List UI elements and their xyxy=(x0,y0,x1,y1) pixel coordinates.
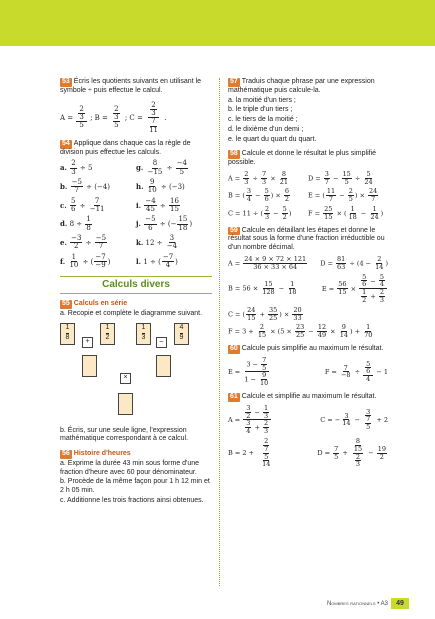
exercise-53-expressions: A = $\frac{\frac{2}{3}}{5}$ ; B = $\frac{2}{\frac{3}{5}}$ ; C = $\frac{\frac{2}{3}}{\frac{7}{11}}$ . xyxy=(60,100,167,134)
exercise-54 xyxy=(60,140,212,270)
exercise-56-part-c: c. Additionne les trois fractions ainsi obtenues. xyxy=(60,496,204,504)
exercise-57 xyxy=(228,78,388,144)
calculation-diagram xyxy=(60,323,212,423)
exercise-53 xyxy=(60,78,212,134)
exercise-instruction: Traduis chaque phrase par une expression mathématique puis calcule-la. xyxy=(228,78,375,94)
exercise-61 xyxy=(228,393,388,468)
fraction-box: 1 8 xyxy=(60,323,75,345)
top-color-band xyxy=(0,0,435,46)
list-item: d. le dixième d'un demi ; xyxy=(228,125,304,133)
exercise-title: Calculs en série xyxy=(73,300,128,307)
right-column xyxy=(228,78,388,474)
empty-box xyxy=(156,355,171,377)
exercise-54-items: a. $\frac{2}{3}$ ÷ 5 g. $\frac{8}{-15}$ ÷ $\frac{-4}{5}$ b. $\frac{-5}{7}$ ÷ (−4) h. $\frac{9}{10}$ ÷ (−3) c. $\frac{5}{6}$ ÷ $\frac{7}{-11}$ i. $\frac{-4}{45}$ ÷ $\frac{16}{15}$ d. 8 ÷ $\frac{1}{8}$ j. $\frac{-5}{6}$ ÷ (− $\frac{15}{18}$ ) e. $\frac{-3}{2}$ ÷ $\frac{-5}{7}$ k. 12 ÷ $\frac{3}{-4}$ f. $\frac{1}{10}$ ÷ ( $\frac{-7}{-9}$ ) l. 1 ÷ ( $\frac{-7}{4}$ ) xyxy=(60,159,193,270)
exercise-number: 54 xyxy=(62,139,70,147)
exercise-55-part-a: a. Recopie et complète le diagramme suivant. xyxy=(60,309,203,317)
exercise-instruction: Calcule puis simplifie au maximum le résultat. xyxy=(241,345,384,352)
exercise-55 xyxy=(60,300,212,444)
operator-minus: – xyxy=(156,337,167,348)
empty-box xyxy=(118,393,133,415)
column-divider xyxy=(219,78,220,586)
exercise-55-part-b: b. Écris, sur une seule ligne, l'expression mathématique correspondant à ce calcul. xyxy=(60,426,189,443)
exercise-59 xyxy=(228,227,388,339)
exercise-number: 59 xyxy=(230,226,238,234)
exercise-61-row: A = $\frac{3}{2}$ − $\frac{1}{3}$ $\frac{3}{4}$ + $\frac{2}{3}$ C = − $\frac{3}{14}$ − $\frac{3}{\frac{7}{5}}$ + 2 xyxy=(228,403,388,436)
exercise-56 xyxy=(60,450,212,506)
exercise-58-expressions: A = $\frac{2}{3}$ ÷ $\frac{7}{3}$ × $\frac{8}{21}$ D = $\frac{3}{7}$ − $\frac{15}{5}$ ÷ $\frac{5}{24}$ B = ( $\frac{3}{4}$ − $\frac{5}{6}$ ) × $\frac{6}{2}$ E = ( $\frac{11}{7}$ − $\frac{2}{5}$ ) × $\frac{24}{7}$ C = 11 ÷ ( $\frac{2}{3}$ − $\frac{5}{2}$ ) F = $\frac{25}{15}$ × ( $\frac{1}{18}$ − $\frac{1}{24}$ ) xyxy=(228,169,384,221)
exercise-60 xyxy=(228,345,388,387)
footer-chapter: Nombres rationnels • A3 xyxy=(326,601,388,607)
exercise-instruction: Calcule et donne le résultat le plus simplifié possible. xyxy=(228,150,377,166)
exercise-number: 55 xyxy=(62,300,70,307)
exercise-instruction: Calcule et simplifie au maximum le résultat. xyxy=(241,393,377,400)
exercise-61-row: B = 2 + $\frac{2}{\frac{7}{\frac{5}{14}}}$ D = $\frac{7}{5}$ + $\frac{8}{\frac{15}{\frac{2}{3}}}$ − $\frac{19}{2}$ xyxy=(228,437,386,469)
exercise-instruction: Calcule en détaillant les étapes et donne le résultat sous la forme d'une fraction irréductible ou d'un nombre décimal. xyxy=(228,226,385,252)
operator-times: × xyxy=(120,373,131,384)
section-title: Calculs divers xyxy=(60,276,212,295)
left-column xyxy=(60,78,212,512)
fraction-box: 1 3 xyxy=(136,323,151,345)
exercise-60-expressions: E = 3 − $\frac{7}{5}$ 1 − $\frac{9}{10}$ F = $\frac{7}{-8}$ ÷ $\frac{\frac{5}{6}}{4}$ − 1 xyxy=(228,355,388,388)
exercise-number: 56 xyxy=(62,450,70,457)
fraction-box: 1 2 xyxy=(100,323,115,345)
exercise-number: 53 xyxy=(62,78,70,85)
list-item: a. la moitié d'un tiers ; xyxy=(228,96,296,104)
exercise-59-row: B = 56 × $\frac{15}{128}$ − $\frac{1}{18}$ E = $\frac{56}{15}$ × $\frac{5}{6}$ − $\frac{5}{4}$ $\frac{1}{2}$ + $\frac{2}{3}$ xyxy=(228,274,388,304)
operator-plus: + xyxy=(82,337,93,348)
exercise-instruction: Écris les quotients suivants en utilisant le symbole ÷ puis effectue le calcul. xyxy=(60,78,202,94)
list-item: e. le quart du quart du quart. xyxy=(228,135,317,143)
exercise-56-part-b: b. Procède de la même façon pour 1 h 12 min et 2 h 05 min. xyxy=(60,478,210,494)
fraction-box: 4 9 xyxy=(174,323,189,345)
exercise-59-row: F = 3 + $\frac{2}{15}$ × (5 × $\frac{23}{25}$ − $\frac{12}{49}$ × $\frac{9}{14}$ ) + $\frac{1}{70}$ xyxy=(228,323,373,340)
list-item: b. le triple d'un tiers ; xyxy=(228,106,293,114)
exercise-59-row: A = $\frac{24 \times 9 \times 72 \times 121}{36 \times 33 \times 64}$ D = $\frac{81}{63}$ ÷ (4 − $\frac{2}{14}$ ) xyxy=(228,254,388,271)
exercise-title: Histoire d'heures xyxy=(73,450,131,457)
page-number: 49 xyxy=(391,598,409,609)
exercise-instruction: Applique dans chaque cas la règle de division puis effectue les calculs. xyxy=(60,139,191,156)
exercise-number: 57 xyxy=(230,78,238,85)
exercise-56-part-a: a. Exprime la durée 43 min sous forme d'une fraction d'heure avec 60 pour dénominateur. xyxy=(60,459,200,476)
empty-box xyxy=(82,355,97,377)
exercise-59-row: C = ( $\frac{24}{15}$ + $\frac{35}{25}$ ) × $\frac{20}{33}$ xyxy=(228,305,302,322)
list-item: c. le tiers de la moitié ; xyxy=(228,116,298,123)
exercise-number: 60 xyxy=(230,345,238,352)
exercise-number: 58 xyxy=(230,150,238,158)
exercise-58 xyxy=(228,150,388,220)
exercise-number: 61 xyxy=(230,393,238,400)
